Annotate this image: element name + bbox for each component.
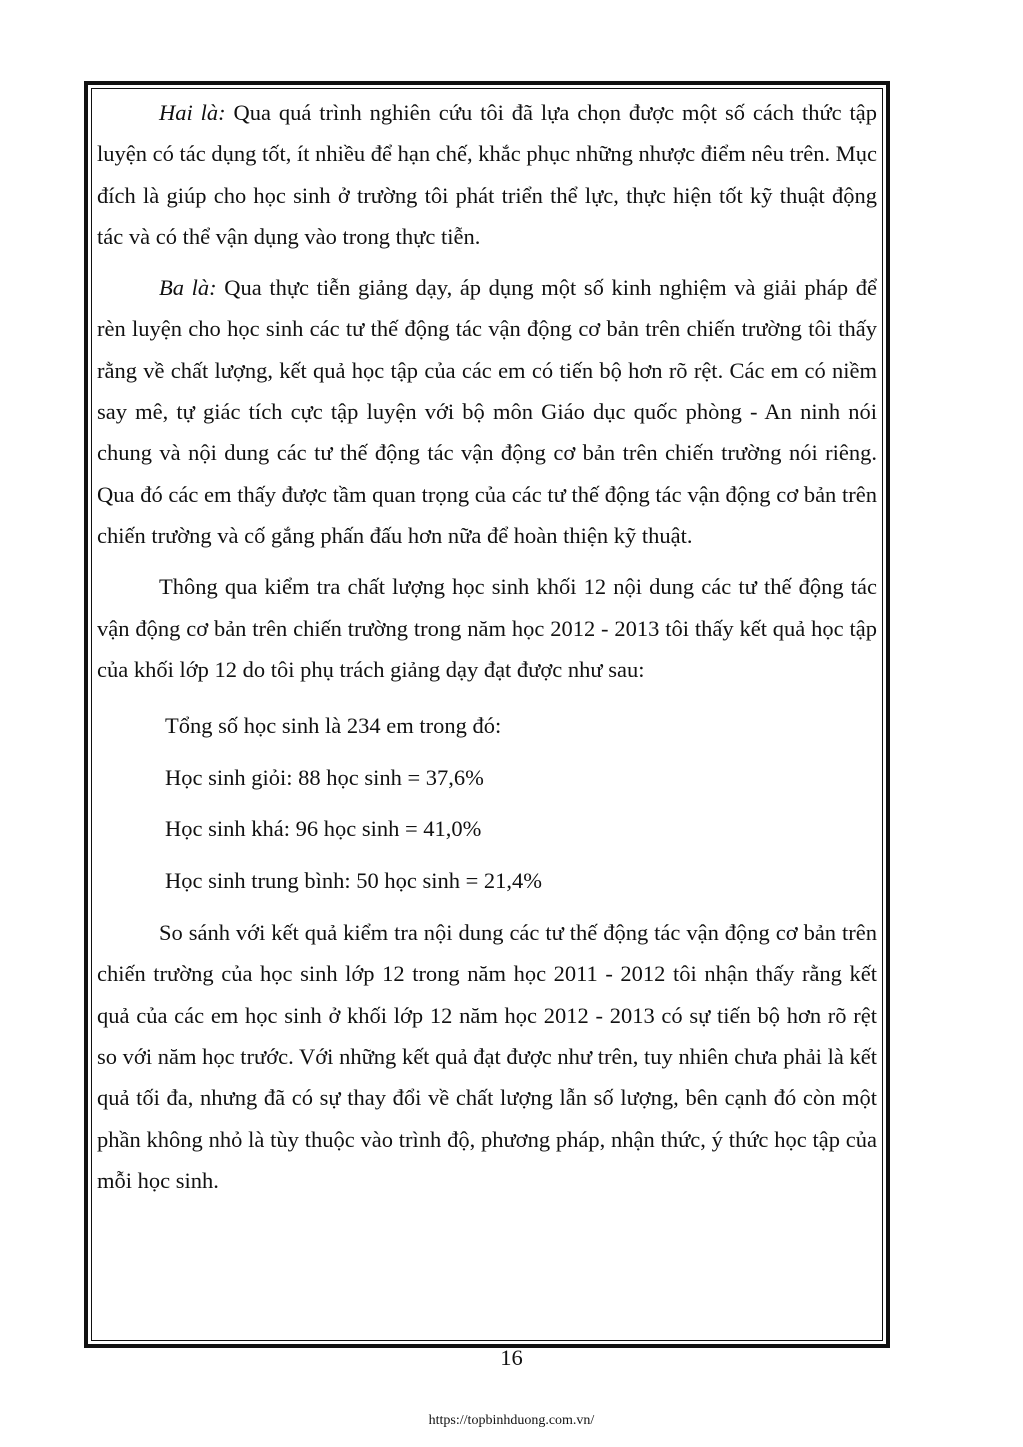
paragraph-lead: Hai là: bbox=[159, 100, 226, 125]
page-number: 16 bbox=[500, 1345, 523, 1370]
results-list bbox=[97, 700, 877, 906]
document-body bbox=[97, 92, 877, 1201]
paragraph-lead: Ba là: bbox=[159, 275, 217, 301]
paragraph-so-sanh: So sánh với kết quả kiểm tra nội dung các tư thế động tác vận động cơ bản trên chiến trường của học sinh lớp 12 trong năm học 2011 - 2012 tôi nhận thấy rằng kết quả của các em học sinh ở khối lớp 12 năm học 2012 - 2013 có sự tiến bộ hơn rõ rệt so với năm học trước. Với những kết quả đạt được như trên, tuy nhiên chưa phải là kết quả tối đa, nhưng đã có sự thay đổi về chất lượng lẫn số lượng, bên cạnh đó còn một phần không nhỏ là tùy thuộc vào trình độ, phương pháp, nhận thức, ý thức học tập của mỗi học sinh. bbox=[97, 920, 877, 1193]
results-good: Học sinh khá: 96 học sinh = 41,0% bbox=[165, 816, 482, 842]
paragraph-text: Thông qua kiểm tra chất lượng học sinh khối 12 nội dung các tư thế động tác vận động cơ bản trên chiến trường trong năm học 2012 - 2013 tôi thấy kết quả học tập của khối lớp 12 do tôi phụ trách giảng dạy đạt được như sau: bbox=[97, 574, 877, 682]
results-total: Tổng số học sinh là 234 em trong đó: bbox=[165, 713, 502, 739]
results-average: Học sinh trung bình: 50 học sinh = 21,4% bbox=[165, 867, 543, 893]
paragraph-hai-la bbox=[97, 92, 877, 257]
results-excellent: Học sinh giỏi: 88 học sinh = 37,6% bbox=[165, 764, 484, 790]
paragraph-text: Qua quá trình nghiên cứu tôi đã lựa chọn được một số cách thức tập luyện có tác dụng tốt, ít nhiều để hạn chế, khắc phục những nhược điểm nêu trên. Mục đích là giúp cho học sinh ở trường tôi phát triển thể lực, thực hiện tốt kỹ thuật động tác và có thể vận dụng vào trong thực tiễn. bbox=[97, 100, 877, 249]
paragraph-ba-la bbox=[97, 267, 877, 556]
footer-url: https://topbinhduong.com.vn/ bbox=[428, 1413, 595, 1428]
paragraph-thong-qua bbox=[97, 566, 877, 690]
paragraph-text: Qua thực tiễn giảng dạy, áp dụng một số kinh nghiệm và giải pháp để rèn luyện cho học sinh các tư thế động tác vận động cơ bản trên chiến trường tôi thấy rằng về chất lượng, kết quả học tập của các em có tiến bộ hơn rõ rệt. Các em có niềm say mê, tự giác tích cực tập luyện với bộ môn Giáo dục quốc phòng - An ninh nói chung và nội dung các tư thế động tác vận động cơ bản trên chiến trường nói riêng. Qua đó các em thấy được tầm quan trọng của các tư thế động tác vận động cơ bản trên chiến trường và cố gắng phấn đấu hơn nữa để hoàn thiện kỹ thuật. bbox=[97, 275, 877, 548]
